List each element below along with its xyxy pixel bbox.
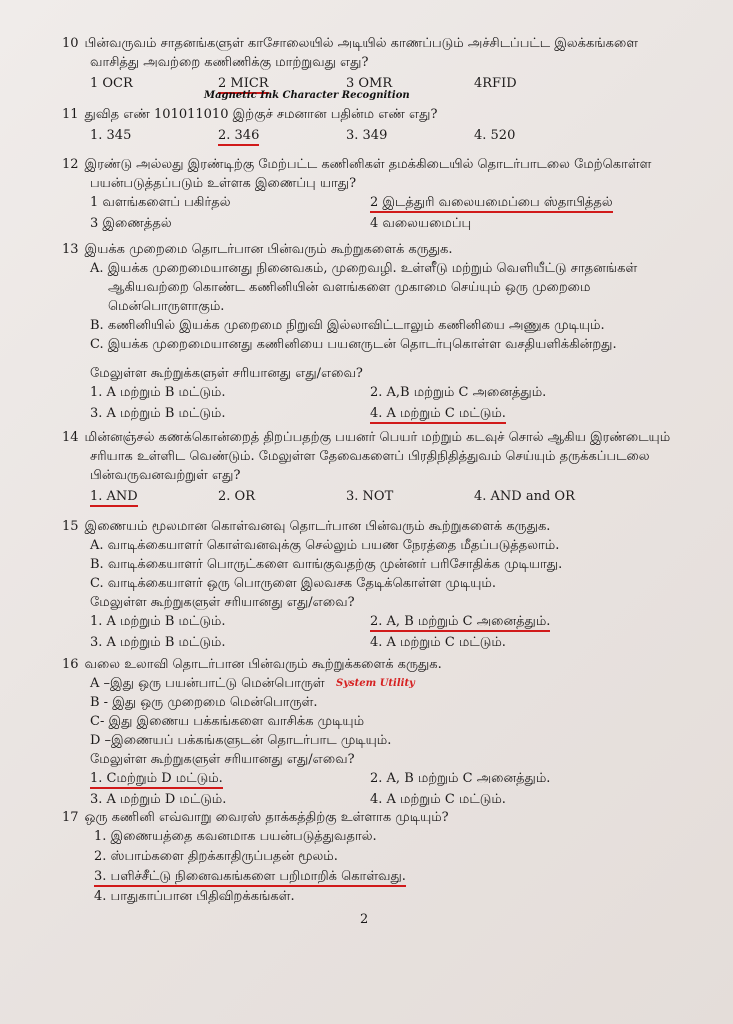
options [90,126,672,145]
option-2 [370,612,670,631]
statement-a: A –இது ஒரு பயன்பாட்டு மென்பொருள் [90,676,325,691]
question-text: வலை உலாவி தொடர்பான பின்வரும் கூற்றுக்களைக் கருதுக. [84,657,442,672]
question-17 [62,808,672,907]
option-3: 3. A மற்றும் D மட்டும். [90,792,227,807]
underlined-answer: 2 MICR [218,76,269,94]
question-number: 10 [62,36,79,51]
option-1: 1. A மற்றும் B மட்டும். [90,385,226,400]
handwritten-note: Magnetic Ink Character Recognition [204,90,410,101]
question-text: வாசித்து அவற்றை கணிணிக்கு மாற்றுவது எது? [90,55,369,70]
question-text: இயக்க முறைமை தொடர்பான பின்வரும் கூற்றுகளைக் கருதுக. [84,242,453,257]
options [90,193,672,233]
underlined-answer: 4. A மற்றும் C மட்டும். [370,406,506,424]
question-text: பயன்படுத்தப்படும் உள்ளக இணைப்பு யாது? [90,176,357,191]
option-4: 4RFID [474,76,517,91]
statement-c: C. வாடிக்கையாளர் ஒரு பொருளை இலவசக தேடிக்கொள்ள முடியும். [90,576,496,591]
statement-c: C- இது இணைய பக்கங்களை வாசிக்க முடியும் [90,714,365,729]
option-1: 1. இணையத்தை கவனமாக பயன்படுத்துவதால். [94,829,377,844]
underlined-answer: 1. AND [90,489,138,507]
option-1: 1 OCR [90,76,133,91]
question-11 [62,105,672,145]
underlined-answer: 1. Cமற்றும் D மட்டும். [90,771,223,789]
option-1 [90,487,218,506]
question-text: பின்வருவம் சாதனங்களுள் காசோலையில் அடியில் காணப்படும் அச்சிடப்பட்ட இலக்கங்களை [84,36,639,51]
option-4: 4. AND and OR [474,489,575,504]
option-3: 3. 349 [346,128,388,143]
option-2 [370,193,670,212]
question-10 [62,34,672,93]
underlined-answer: 2 இடத்துரி வலையமைப்பை ஸ்தாபித்தல் [370,195,613,213]
option-4: 4 வலையமைப்பு [370,216,472,231]
question-number: 17 [62,810,79,825]
question-13 [62,240,672,423]
option-3 [94,867,672,886]
question-text: துவித எண் 101011010 இற்குச் சமனான பதின்ம எண் எது? [84,107,438,122]
options [90,769,672,809]
statement-b: B. கணினியில் இயக்க முறைமை நிறுவி இல்லாவிட்டாலும் கணினியை அணுக முடியும். [90,318,605,333]
options [90,612,672,652]
question-number: 13 [62,242,79,257]
option-2: 2. A,B மற்றும் C அனைத்தும். [370,385,547,400]
question-12 [62,155,672,233]
underlined-answer: 3. பளிச்சீட்டு நினைவகங்களை பறிமாறிக் கொள்வது. [94,869,406,887]
question-14 [62,428,672,506]
question-number: 15 [62,519,79,534]
question-number: 16 [62,657,79,672]
question-text: இணையம் மூலமான கொள்வனவு தொடர்பான பின்வரும் கூற்றுகளைக் கருதுக. [84,519,551,534]
question-text: சரியாக உள்ளிட வெண்டும். மேலுள்ள தேவைகளைப் பிரதிநிதித்துவம் செய்யும் தருக்கப்படலை [90,449,650,464]
question-ask: மேலுள்ள கூற்றுகளுள் சரியானது எது/எவை? [90,595,355,610]
statement-c: C. இயக்க முறைமையானது கணினியை பயனருடன் தொடர்புகொள்ள வசதியளிக்கின்றது. [90,337,617,352]
question-number: 12 [62,157,79,172]
option-2: 2. OR [218,489,255,504]
option-1: 1. 345 [90,128,132,143]
option-1: 1 வளங்களைப் பகிர்தல் [90,195,231,210]
option-4: 4. A மற்றும் C மட்டும். [370,792,506,807]
question-ask: மேலுள்ள கூற்றுகளுள் சரியானது எது/எவை? [90,752,355,767]
option-1 [90,769,370,788]
option-1: 1. A மற்றும் B மட்டும். [90,614,226,629]
option-2: 2. A, B மற்றும் C அனைத்தும். [370,771,551,786]
option-3: 3. A மற்றும் B மட்டும். [90,635,226,650]
statement-b: B. வாடிக்கையாளர் பொருட்களை வாங்குவதற்கு முன்னர் பரிசோதிக்க முடியாது. [90,557,563,572]
option-4: 4. பாதுகாப்பான பிதிவிறக்கங்கள். [94,889,295,904]
question-ask: மேலுள்ள கூற்றுக்களுள் சரியானது எது/எவை? [90,366,363,381]
underlined-answer: 2. 346 [218,128,259,146]
handwritten-note: System Utility [336,678,415,689]
option-4: 4. 520 [474,128,516,143]
option-4: 4. A மற்றும் C மட்டும். [370,635,506,650]
statement-a: A. இயக்க முறைமையானது நினைவகம், முறைவழி. உள்ளீடு மற்றும் வெளியீட்டு சாதனங்கள் ஆகியவற்றை கொண்ட கணினியின் வளங்களை முகாமை செய்யும் ஒரு முறைமை மென்பொருளாகும். [90,261,638,314]
question-text: மின்னஞ்சல் கணக்கொன்றைத் திறப்பதற்கு பயனர் பெயர் மற்றும் கடவுச் சொல் ஆகிய இரண்டையும் [84,430,671,445]
question-15 [62,517,672,652]
options [94,827,672,906]
page-number: 2 [360,912,369,927]
option-3: 3. NOT [346,489,394,504]
statement-b: B - இது ஒரு முறைமை மென்பொருள். [90,695,318,710]
question-number: 11 [62,107,79,122]
question-text: இரண்டு அல்லது இரண்டிற்கு மேற்பட்ட கணினிகள் தமக்கிடையில் தொடர்பாடலை மேற்கொள்ள [84,157,652,172]
options [90,383,672,423]
question-text: ஒரு கணினி எவ்வாறு வைரஸ் தாக்கத்திற்கு உள்ளாக முடியும்? [84,810,449,825]
statement-d: D –இணையப் பக்கங்களுடன் தொடர்பாட முடியும். [90,733,392,748]
question-number: 14 [62,430,79,445]
option-2: 2. ஸ்பாம்களை திறக்காதிருப்பதன் மூலம். [94,849,338,864]
option-3: 3 OMR [346,76,393,91]
option-3: 3 இணைத்தல் [90,216,172,231]
statement-a: A. வாடிக்கையாளர் கொள்வனவுக்கு செல்லும் பயண நேரத்தை மீதப்படுத்தலாம். [90,538,560,553]
options [90,487,672,506]
option-4 [370,404,670,423]
option-2 [218,126,346,145]
question-text: பின்வருவனவற்றுள் எது? [90,468,241,483]
underlined-answer: 2. A, B மற்றும் C அனைத்தும். [370,614,550,632]
option-3: 3. A மற்றும் B மட்டும். [90,406,226,421]
